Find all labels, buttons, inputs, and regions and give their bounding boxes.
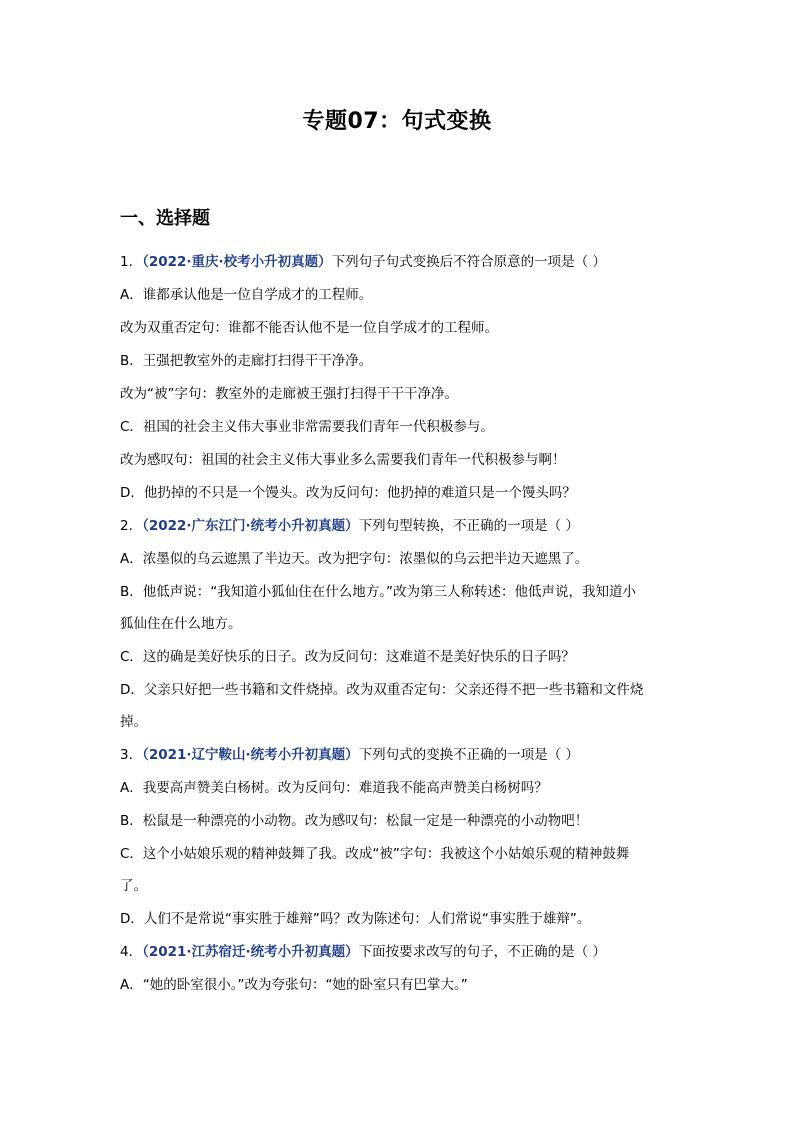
question-line: A．浓墨似的乌云遮黑了半边天。改为把字句：浓墨似的乌云把半边天遮黑了。 (120, 551, 589, 567)
question-line: 改为“被”字句：教室外的走廊被王强打扫得干干干净净。 (120, 386, 458, 402)
question-stem (120, 252, 668, 272)
question-line: 掉。 (120, 714, 147, 730)
question-stem (120, 942, 668, 962)
question-source: （2021·辽宁鞍山·统考小升初真题） (142, 747, 359, 763)
question-number: 1． (120, 254, 143, 270)
question-line: 狐仙住在什么地方。 (120, 616, 242, 632)
question-line: D．人们不是常说“事实胜于雄辩”吗？改为陈述句：人们常说“事实胜于雄辩”。 (120, 911, 591, 927)
question-line: A．谁都承认他是一位自学成才的工程师。 (120, 287, 373, 303)
question-list (120, 252, 668, 1008)
question-line: 了。 (120, 878, 147, 894)
question-number: 2． (120, 518, 143, 534)
question-line: B．他低声说：“我知道小狐仙住在什么地方。”改为第三人称转述：他低声说，我知道小 (120, 584, 636, 600)
question-line: 改为感叹句：祖国的社会主义伟大事业多么需要我们青年一代积极参与啊！ (120, 452, 566, 468)
question-number: 4． (120, 944, 143, 960)
question-source: （2021·江苏宿迁·统考小升初真题） (142, 944, 359, 960)
question-line: C．这的确是美好快乐的日子。改为反问句：这难道不是美好快乐的日子吗？ (120, 649, 575, 665)
question-line: C．这个小姑娘乐观的精神鼓舞了我。改成“被”字句：我被这个小姑娘乐观的精神鼓舞 (120, 846, 630, 862)
question-line: C．祖国的社会主义伟大事业非常需要我们青年一代积极参与。 (120, 419, 494, 435)
question-source: （2022·广东江门·统考小升初真题） (142, 518, 359, 534)
question-text: 下列句式的变换不正确的一项是（ ） (358, 747, 579, 763)
question-line: D．他扔掉的不只是一个馒头。改为反问句：他扔掉的难道只是一个馒头吗？ (120, 485, 576, 501)
question-line: B．松鼠是一种漂亮的小动物。改为感叹句：松鼠一定是一种漂亮的小动物吧！ (120, 813, 589, 829)
section-heading: 一、选择题 (120, 208, 210, 229)
question-line: A．我要高声赞美白杨树。改为反问句：难道我不能高声赞美白杨树吗？ (120, 780, 548, 796)
page-title: 专题07：句式变换 (302, 109, 492, 134)
question-text: 下面按要求改写的句子，不正确的是（ ） (358, 944, 606, 960)
question-stem (120, 745, 668, 765)
question-text: 下列句子句式变换后不符合原意的一项是（ ） (331, 254, 606, 270)
question-line: D．父亲只好把一些书籍和文件烧掉。改为双重否定句：父亲还得不把一些书籍和文件烧 (120, 682, 644, 698)
question-number: 3． (120, 747, 143, 763)
question-line: A．“她的卧室很小。”改为夸张句：“她的卧室只有巴掌大。” (120, 977, 468, 993)
question-source: （2022·重庆·校考小升初真题） (142, 254, 332, 270)
question-line: B．王强把教室外的走廊打扫得干干净净。 (120, 353, 373, 369)
question-line: 改为双重否定句：谁都不能否认他不是一位自学成才的工程师。 (120, 320, 498, 336)
question-text: 下列句型转换，不正确的一项是（ ） (358, 518, 579, 534)
question-stem (120, 516, 668, 536)
